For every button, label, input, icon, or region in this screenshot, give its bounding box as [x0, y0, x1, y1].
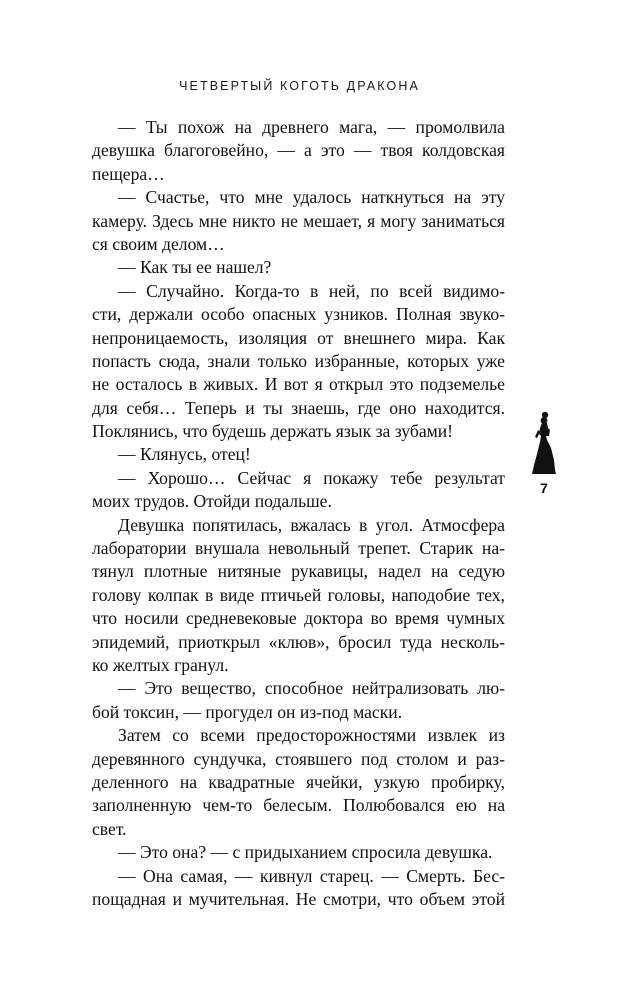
- text-line: сти, держали особо опасных узников. Полная звуко-: [92, 304, 505, 325]
- page-number: 7: [540, 480, 548, 496]
- text-line: бой токсин, — прогудел он из-под маски.: [92, 701, 403, 722]
- text-line: пощадная и мучительная. Не смотри, что объем этой: [92, 888, 505, 909]
- text-line: Затем со всеми предосторожностями извлек из: [118, 725, 505, 746]
- text-line: — Ты похож на древнего мага, — промолвила: [118, 117, 505, 137]
- text-line: — Счастье, что мне удалось наткнуться на эту: [118, 187, 505, 208]
- text-line: деленного на квадратные ячейки, узкую пробирку,: [92, 771, 505, 792]
- lady-silhouette-icon: [529, 410, 559, 480]
- text-line: для себя… Теперь и ты знаешь, где оно находится.: [92, 397, 505, 418]
- text-line: — Клянусь, отец!: [118, 444, 251, 465]
- text-line: эпидемий, приоткрыл «клюв», бросил туда несколь-: [92, 631, 505, 652]
- text-line: пещера…: [92, 163, 165, 184]
- text-line: Поклянись, что будешь держать язык за зубами!: [92, 421, 454, 442]
- text-line: моих трудов. Отойди подальше.: [92, 491, 332, 512]
- text-line: камеру. Здесь мне никто не мешает, я могу заниматься: [92, 210, 505, 231]
- text-line: — Это вещество, способное нейтрализовать лю-: [118, 678, 505, 699]
- text-line: — Она самая, — кивнул старец. — Смерть. Бес-: [118, 865, 505, 886]
- text-line: лаборатории внушала невольный трепет. Старик на-: [92, 538, 505, 559]
- text-line: — Хорошо… Сейчас я покажу тебе результат: [118, 467, 505, 488]
- text-line: непроницаемость, изоляция от внешнего мира. Как: [92, 327, 505, 348]
- text-line: что носили средневековые доктора во время чумных: [92, 608, 505, 629]
- text-line: заполненную чем-то белесым. Полюбовался ею на: [92, 795, 505, 816]
- text-line: ко желтых гранул.: [92, 654, 229, 675]
- body-text: [92, 116, 505, 911]
- text-line: ся своим делом…: [92, 233, 225, 254]
- text-line: голову колпак в виде птичьей головы, наподобие тех,: [92, 584, 505, 605]
- text-line: попасть сюда, знали только избранные, которых уже: [92, 350, 505, 371]
- text-line: — Как ты ее нашел?: [118, 257, 272, 278]
- text-line: свет.: [92, 818, 127, 839]
- text-line: девушка благоговейно, — а это — твоя колдовская: [92, 140, 505, 161]
- running-head: ЧЕТВЕРТЫЙ КОГОТЬ ДРАКОНА: [179, 79, 420, 93]
- text-line: деревянного сундучка, стоявшего под столом и раз-: [92, 748, 505, 769]
- text-line: не осталось в живых. И вот я открыл это подземелье: [92, 374, 505, 395]
- text-line: Девушка попятилась, вжалась в угол. Атмосфера: [118, 514, 505, 535]
- text-line: — Случайно. Когда-то в ней, по всей видимо-: [118, 280, 505, 301]
- text-line: — Это она? — с придыханием спросила девушка.: [118, 842, 493, 863]
- text-line: тянул плотные нитяные рукавицы, надел на седую: [92, 561, 505, 582]
